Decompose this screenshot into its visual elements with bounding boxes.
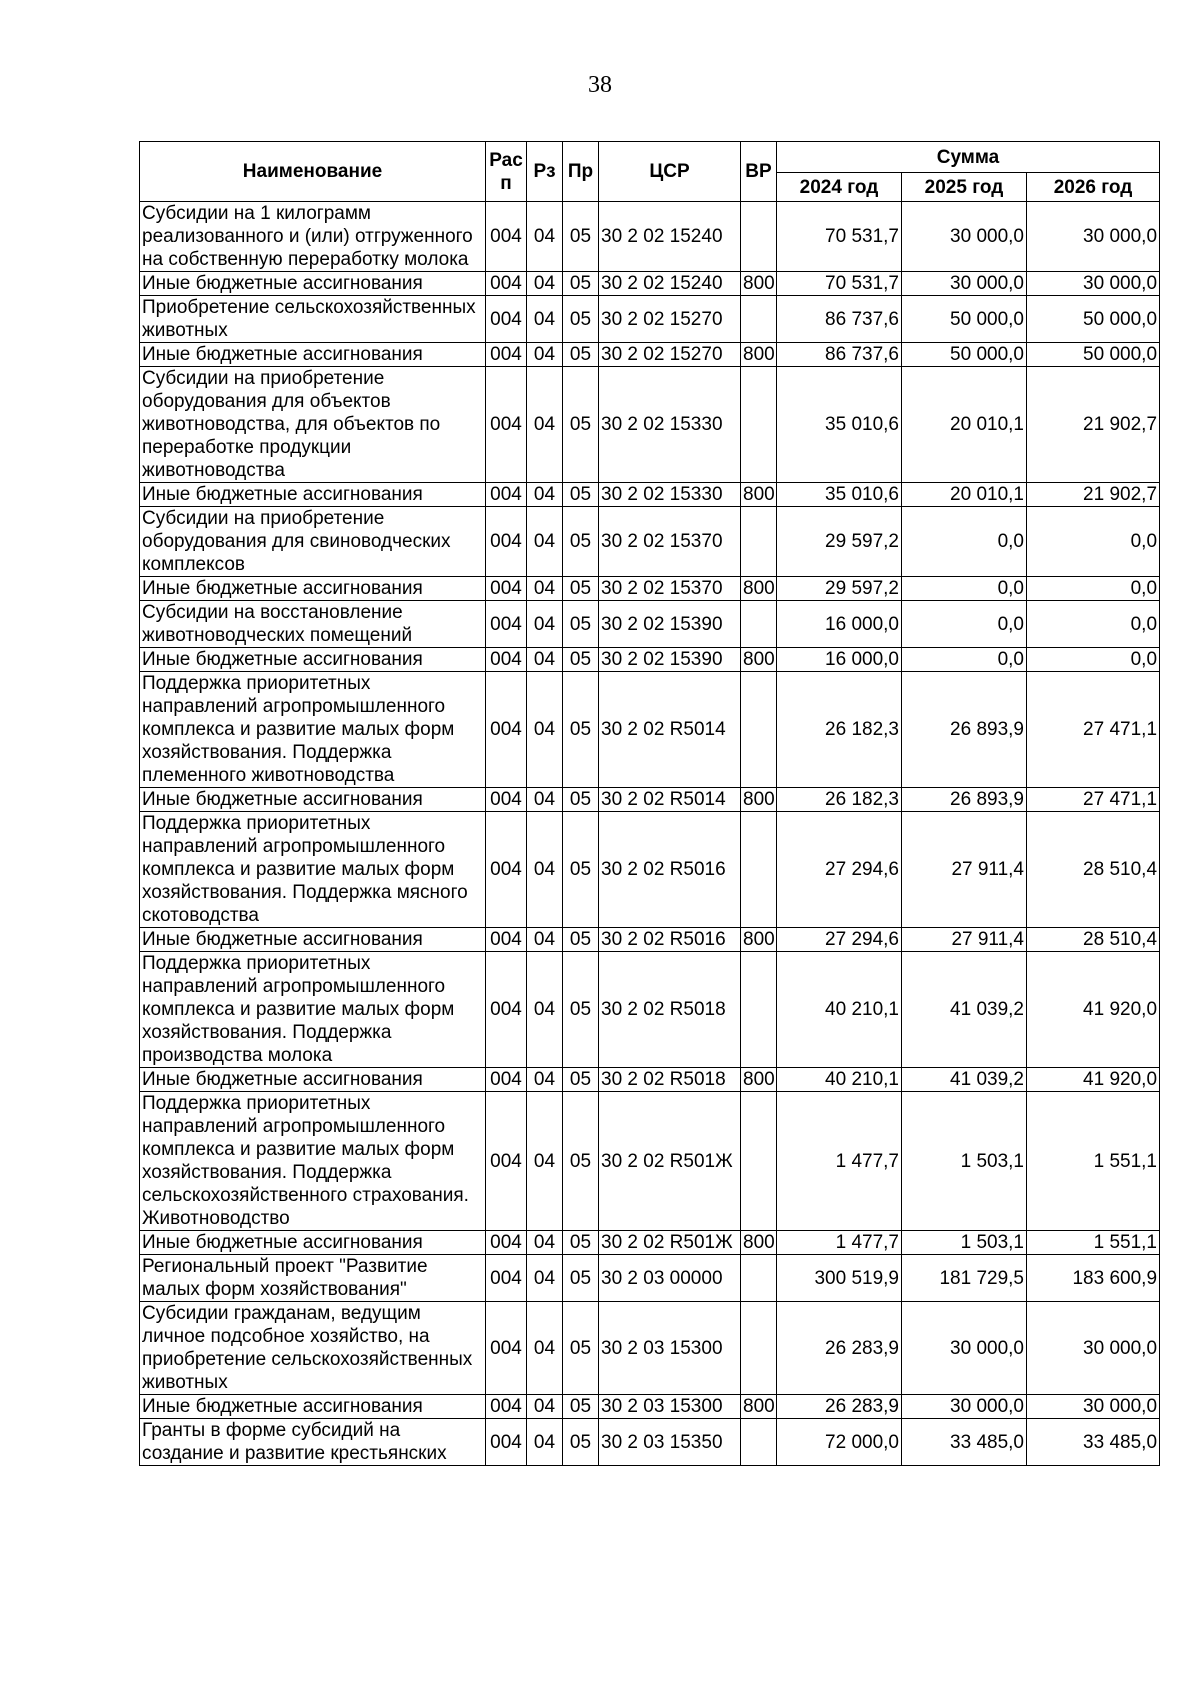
cell-2025: 41 039,2 [902, 1068, 1027, 1092]
cell-csr: 30 2 03 15300 [599, 1302, 741, 1395]
cell-name: Субсидии гражданам, ведущим личное подсобное хозяйство, на приобретение сельскохозяйственных животных [140, 1302, 486, 1395]
header-sum: Сумма [777, 142, 1160, 173]
cell-rasp: 004 [486, 952, 527, 1068]
cell-rasp: 004 [486, 202, 527, 272]
cell-rasp: 004 [486, 672, 527, 788]
cell-vr: 800 [741, 1068, 777, 1092]
header-rz: Рз [527, 142, 563, 202]
cell-vr [741, 507, 777, 577]
header-csr: ЦСР [599, 142, 741, 202]
cell-rasp: 004 [486, 1302, 527, 1395]
cell-pr: 05 [563, 577, 599, 601]
cell-2025: 30 000,0 [902, 202, 1027, 272]
cell-2024: 1 477,7 [777, 1231, 902, 1255]
cell-name: Иные бюджетные ассигнования [140, 483, 486, 507]
cell-pr: 05 [563, 272, 599, 296]
cell-csr: 30 2 02 R5014 [599, 672, 741, 788]
cell-2024: 35 010,6 [777, 367, 902, 483]
cell-name: Иные бюджетные ассигнования [140, 1068, 486, 1092]
header-pr: Пр [563, 142, 599, 202]
cell-2026: 50 000,0 [1027, 343, 1160, 367]
cell-name: Иные бюджетные ассигнования [140, 928, 486, 952]
cell-pr: 05 [563, 343, 599, 367]
cell-csr: 30 2 02 R5014 [599, 788, 741, 812]
cell-vr: 800 [741, 483, 777, 507]
table-row [140, 1068, 1160, 1092]
cell-2024: 1 477,7 [777, 1092, 902, 1231]
cell-2026: 0,0 [1027, 507, 1160, 577]
cell-vr [741, 202, 777, 272]
cell-csr: 30 2 02 15370 [599, 577, 741, 601]
cell-2025: 27 911,4 [902, 928, 1027, 952]
cell-rz: 04 [527, 812, 563, 928]
cell-csr: 30 2 02 R5018 [599, 952, 741, 1068]
cell-csr: 30 2 02 15390 [599, 601, 741, 648]
cell-2025: 20 010,1 [902, 483, 1027, 507]
cell-2026: 41 920,0 [1027, 952, 1160, 1068]
cell-csr: 30 2 02 R5018 [599, 1068, 741, 1092]
cell-vr: 800 [741, 577, 777, 601]
cell-rz: 04 [527, 1255, 563, 1302]
table-row [140, 367, 1160, 483]
cell-2026: 27 471,1 [1027, 672, 1160, 788]
cell-rz: 04 [527, 1419, 563, 1466]
cell-csr: 30 2 02 R501Ж [599, 1231, 741, 1255]
cell-name: Поддержка приоритетных направлений агропромышленного комплекса и развитие малых форм хозяйствования. Поддержка мясного скотоводства [140, 812, 486, 928]
cell-rasp: 004 [486, 1419, 527, 1466]
cell-name: Субсидии на приобретение оборудования для объектов животноводства, для объектов по переработке продукции животноводства [140, 367, 486, 483]
cell-rasp: 004 [486, 507, 527, 577]
cell-2024: 26 182,3 [777, 788, 902, 812]
cell-2026: 21 902,7 [1027, 367, 1160, 483]
cell-pr: 05 [563, 648, 599, 672]
cell-2024: 26 283,9 [777, 1302, 902, 1395]
cell-pr: 05 [563, 952, 599, 1068]
cell-2026: 30 000,0 [1027, 202, 1160, 272]
cell-vr [741, 952, 777, 1068]
cell-rasp: 004 [486, 296, 527, 343]
cell-csr: 30 2 03 15300 [599, 1395, 741, 1419]
table-row [140, 1255, 1160, 1302]
cell-2026: 50 000,0 [1027, 296, 1160, 343]
cell-csr: 30 2 02 15390 [599, 648, 741, 672]
cell-rz: 04 [527, 672, 563, 788]
header-rasp [486, 142, 527, 202]
cell-2025: 1 503,1 [902, 1092, 1027, 1231]
cell-rz: 04 [527, 367, 563, 483]
cell-csr: 30 2 02 15270 [599, 343, 741, 367]
cell-2024: 16 000,0 [777, 648, 902, 672]
cell-2026: 1 551,1 [1027, 1231, 1160, 1255]
cell-csr: 30 2 02 15330 [599, 367, 741, 483]
cell-csr: 30 2 02 R5016 [599, 812, 741, 928]
cell-rz: 04 [527, 1395, 563, 1419]
table-row [140, 1419, 1160, 1466]
cell-2024: 27 294,6 [777, 812, 902, 928]
cell-pr: 05 [563, 928, 599, 952]
cell-name: Иные бюджетные ассигнования [140, 577, 486, 601]
cell-pr: 05 [563, 483, 599, 507]
header-rasp-line2: п [500, 172, 512, 194]
cell-2024: 27 294,6 [777, 928, 902, 952]
cell-csr: 30 2 02 R5016 [599, 928, 741, 952]
cell-2025: 20 010,1 [902, 367, 1027, 483]
cell-name: Иные бюджетные ассигнования [140, 648, 486, 672]
cell-rz: 04 [527, 788, 563, 812]
cell-rasp: 004 [486, 928, 527, 952]
cell-vr [741, 1092, 777, 1231]
cell-name: Гранты в форме субсидий на создание и развитие крестьянских [140, 1419, 486, 1466]
cell-pr: 05 [563, 1068, 599, 1092]
cell-csr: 30 2 02 15330 [599, 483, 741, 507]
cell-rz: 04 [527, 272, 563, 296]
cell-rasp: 004 [486, 1395, 527, 1419]
cell-rasp: 004 [486, 367, 527, 483]
header-vr: ВР [741, 142, 777, 202]
cell-name: Приобретение сельскохозяйственных животных [140, 296, 486, 343]
cell-2025: 30 000,0 [902, 1302, 1027, 1395]
cell-pr: 05 [563, 1419, 599, 1466]
cell-vr: 800 [741, 343, 777, 367]
cell-rz: 04 [527, 202, 563, 272]
header-name: Наименование [140, 142, 486, 202]
table-row [140, 296, 1160, 343]
cell-2024: 26 283,9 [777, 1395, 902, 1419]
cell-2024: 72 000,0 [777, 1419, 902, 1466]
cell-2026: 0,0 [1027, 601, 1160, 648]
cell-rz: 04 [527, 483, 563, 507]
table-row [140, 507, 1160, 577]
cell-rz: 04 [527, 296, 563, 343]
cell-2026: 33 485,0 [1027, 1419, 1160, 1466]
cell-rasp: 004 [486, 1231, 527, 1255]
header-year-2024: 2024 год [777, 173, 902, 202]
cell-rasp: 004 [486, 648, 527, 672]
cell-2024: 70 531,7 [777, 272, 902, 296]
cell-2024: 86 737,6 [777, 343, 902, 367]
table-row [140, 928, 1160, 952]
cell-2025: 0,0 [902, 648, 1027, 672]
cell-vr: 800 [741, 1231, 777, 1255]
cell-rasp: 004 [486, 343, 527, 367]
cell-2026: 30 000,0 [1027, 1395, 1160, 1419]
cell-name: Поддержка приоритетных направлений агропромышленного комплекса и развитие малых форм хозяйствования. Поддержка племенного животноводства [140, 672, 486, 788]
cell-name: Иные бюджетные ассигнования [140, 788, 486, 812]
table-row [140, 1395, 1160, 1419]
table-row [140, 272, 1160, 296]
cell-csr: 30 2 02 R501Ж [599, 1092, 741, 1231]
cell-rz: 04 [527, 1092, 563, 1231]
header-year-2026: 2026 год [1027, 173, 1160, 202]
cell-2025: 26 893,9 [902, 672, 1027, 788]
cell-name: Иные бюджетные ассигнования [140, 343, 486, 367]
cell-vr [741, 812, 777, 928]
cell-2025: 30 000,0 [902, 272, 1027, 296]
table-row [140, 1092, 1160, 1231]
cell-2025: 27 911,4 [902, 812, 1027, 928]
cell-csr: 30 2 02 15240 [599, 272, 741, 296]
cell-pr: 05 [563, 1092, 599, 1231]
cell-rasp: 004 [486, 272, 527, 296]
cell-name: Поддержка приоритетных направлений агропромышленного комплекса и развитие малых форм хозяйствования. Поддержка сельскохозяйственного страхования. Животноводство [140, 1092, 486, 1231]
cell-vr [741, 1419, 777, 1466]
cell-name: Иные бюджетные ассигнования [140, 1395, 486, 1419]
cell-pr: 05 [563, 1302, 599, 1395]
cell-2024: 29 597,2 [777, 507, 902, 577]
cell-2025: 181 729,5 [902, 1255, 1027, 1302]
table-row [140, 1302, 1160, 1395]
cell-name: Поддержка приоритетных направлений агропромышленного комплекса и развитие малых форм хозяйствования. Поддержка производства молока [140, 952, 486, 1068]
cell-2026: 27 471,1 [1027, 788, 1160, 812]
cell-2026: 30 000,0 [1027, 1302, 1160, 1395]
table-row [140, 648, 1160, 672]
cell-2026: 0,0 [1027, 577, 1160, 601]
table-row [140, 812, 1160, 928]
cell-2026: 41 920,0 [1027, 1068, 1160, 1092]
cell-rz: 04 [527, 601, 563, 648]
cell-name: Иные бюджетные ассигнования [140, 1231, 486, 1255]
cell-2026: 21 902,7 [1027, 483, 1160, 507]
cell-rz: 04 [527, 1302, 563, 1395]
cell-2024: 29 597,2 [777, 577, 902, 601]
cell-csr: 30 2 02 15240 [599, 202, 741, 272]
cell-2026: 183 600,9 [1027, 1255, 1160, 1302]
table-row [140, 672, 1160, 788]
cell-name: Региональный проект "Развитие малых форм хозяйствования" [140, 1255, 486, 1302]
cell-rasp: 004 [486, 577, 527, 601]
cell-rz: 04 [527, 928, 563, 952]
table-row [140, 601, 1160, 648]
cell-pr: 05 [563, 1395, 599, 1419]
cell-2025: 26 893,9 [902, 788, 1027, 812]
cell-vr: 800 [741, 928, 777, 952]
cell-2026: 28 510,4 [1027, 812, 1160, 928]
cell-2025: 33 485,0 [902, 1419, 1027, 1466]
cell-rasp: 004 [486, 483, 527, 507]
cell-vr: 800 [741, 648, 777, 672]
cell-csr: 30 2 03 00000 [599, 1255, 741, 1302]
budget-table [139, 141, 1160, 1466]
cell-vr [741, 1255, 777, 1302]
cell-rasp: 004 [486, 1068, 527, 1092]
cell-rz: 04 [527, 1231, 563, 1255]
cell-2024: 16 000,0 [777, 601, 902, 648]
cell-2026: 28 510,4 [1027, 928, 1160, 952]
cell-2025: 50 000,0 [902, 343, 1027, 367]
page-number: 38 [588, 72, 612, 98]
cell-pr: 05 [563, 507, 599, 577]
cell-vr [741, 601, 777, 648]
cell-csr: 30 2 02 15270 [599, 296, 741, 343]
cell-vr: 800 [741, 788, 777, 812]
cell-pr: 05 [563, 601, 599, 648]
cell-pr: 05 [563, 812, 599, 928]
cell-pr: 05 [563, 1255, 599, 1302]
cell-name: Субсидии на восстановление животноводческих помещений [140, 601, 486, 648]
cell-name: Субсидии на 1 килограмм реализованного и (или) отгруженного на собственную переработку молока [140, 202, 486, 272]
cell-csr: 30 2 02 15370 [599, 507, 741, 577]
cell-vr: 800 [741, 272, 777, 296]
cell-vr: 800 [741, 1395, 777, 1419]
cell-vr [741, 367, 777, 483]
header-year-2025: 2025 год [902, 173, 1027, 202]
header-rasp-line1: Рас [489, 149, 523, 171]
cell-2025: 41 039,2 [902, 952, 1027, 1068]
cell-rasp: 004 [486, 812, 527, 928]
cell-rz: 04 [527, 577, 563, 601]
cell-vr [741, 1302, 777, 1395]
cell-2025: 0,0 [902, 577, 1027, 601]
cell-pr: 05 [563, 672, 599, 788]
cell-rasp: 004 [486, 601, 527, 648]
cell-rz: 04 [527, 648, 563, 672]
cell-pr: 05 [563, 367, 599, 483]
cell-2024: 86 737,6 [777, 296, 902, 343]
cell-2025: 50 000,0 [902, 296, 1027, 343]
cell-2025: 30 000,0 [902, 1395, 1027, 1419]
cell-rasp: 004 [486, 1092, 527, 1231]
cell-2024: 300 519,9 [777, 1255, 902, 1302]
cell-2026: 0,0 [1027, 648, 1160, 672]
cell-rz: 04 [527, 343, 563, 367]
table-row [140, 788, 1160, 812]
cell-rz: 04 [527, 952, 563, 1068]
cell-pr: 05 [563, 1231, 599, 1255]
cell-2024: 26 182,3 [777, 672, 902, 788]
cell-rz: 04 [527, 507, 563, 577]
table-row [140, 577, 1160, 601]
cell-2026: 30 000,0 [1027, 272, 1160, 296]
cell-2025: 0,0 [902, 601, 1027, 648]
cell-rasp: 004 [486, 788, 527, 812]
cell-pr: 05 [563, 296, 599, 343]
cell-2025: 1 503,1 [902, 1231, 1027, 1255]
cell-rasp: 004 [486, 1255, 527, 1302]
table-row [140, 343, 1160, 367]
table-body [140, 202, 1160, 1466]
cell-csr: 30 2 03 15350 [599, 1419, 741, 1466]
cell-2024: 40 210,1 [777, 952, 902, 1068]
cell-2024: 70 531,7 [777, 202, 902, 272]
cell-pr: 05 [563, 788, 599, 812]
cell-vr [741, 672, 777, 788]
cell-2026: 1 551,1 [1027, 1092, 1160, 1231]
table-row [140, 483, 1160, 507]
table-row [140, 1231, 1160, 1255]
cell-pr: 05 [563, 202, 599, 272]
table-row [140, 952, 1160, 1068]
cell-name: Иные бюджетные ассигнования [140, 272, 486, 296]
cell-2025: 0,0 [902, 507, 1027, 577]
cell-2024: 40 210,1 [777, 1068, 902, 1092]
table-row [140, 202, 1160, 272]
cell-name: Субсидии на приобретение оборудования для свиноводческих комплексов [140, 507, 486, 577]
cell-2024: 35 010,6 [777, 483, 902, 507]
cell-rz: 04 [527, 1068, 563, 1092]
cell-vr [741, 296, 777, 343]
